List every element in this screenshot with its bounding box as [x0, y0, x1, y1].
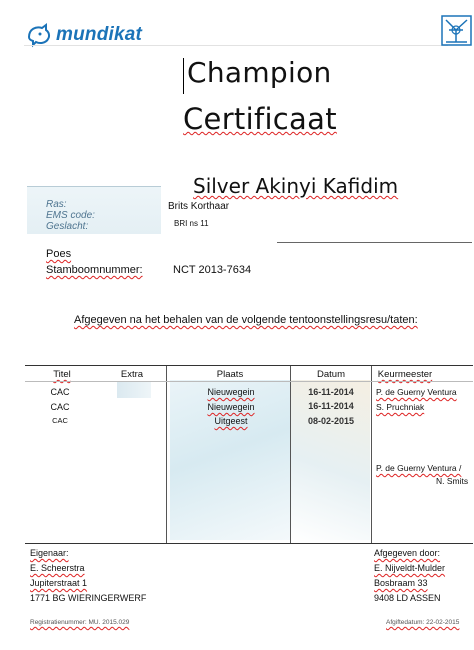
registration-number: Registratienummer: MU. 2015.029: [30, 619, 130, 626]
ras-label: Ras:: [46, 199, 67, 210]
row2-keurmeester: S. Pruchniak: [376, 402, 425, 412]
header-extra: Extra: [120, 369, 144, 380]
fife-logo-icon: [441, 15, 472, 46]
header-divider: [24, 45, 448, 46]
title-line-1: Champion: [187, 56, 332, 89]
title-line-2: Certificaat: [183, 102, 337, 136]
row3-datum: 08-02-2015: [307, 416, 355, 426]
header-datum: Datum: [317, 369, 345, 380]
judge-extra-line2: N. Smits: [436, 476, 469, 486]
breed-value: [168, 201, 229, 212]
stamboom-value: NCT 2013-7634: [173, 264, 252, 276]
stamboom-label: Stamboomnummer:: [46, 264, 143, 276]
column-divider: [166, 366, 167, 543]
owner-name: [30, 563, 85, 573]
row1-datum: 16-11-2014: [308, 387, 354, 397]
judge-extra-line1: P. de Guerny Ventura /: [376, 463, 462, 473]
ems-code-value: BRI ns 11: [174, 219, 209, 228]
text-cursor: [183, 58, 184, 94]
row2-titel: CAC: [50, 402, 70, 412]
row1-plaats: Nieuwegein: [207, 387, 255, 397]
owner-label: Eigenaar:: [30, 548, 69, 558]
cat-name: Silver Akinyi Kafidim: [193, 174, 399, 198]
row2-datum: 16-11-2014: [308, 401, 354, 411]
issuer-city: 9408 LD ASSEN: [374, 593, 441, 603]
header-plaats: Plaats: [216, 369, 244, 380]
breed-box-border: [27, 186, 161, 187]
issuer-name: E. Nijveldt-Mulder: [374, 563, 446, 573]
row1-keurmeester: P. de Guerny Ventura: [376, 387, 457, 397]
header-keurmeester: Keurmeester: [377, 369, 433, 380]
row1-titel: CAC: [50, 387, 70, 397]
row3-plaats: Uitgeest: [214, 416, 248, 426]
header-underline: [25, 381, 473, 382]
owner-city: 1771 BG WIERINGERWERF: [30, 593, 147, 603]
issue-date: Afgiftedatum: 22-02-2015: [386, 619, 460, 626]
owner-street: Jupiterstraat 1: [30, 578, 88, 588]
header-titel: Titel: [53, 369, 71, 380]
signature-line: [277, 242, 472, 243]
sex-value: Poes: [46, 248, 72, 260]
row2-plaats: Nieuwegein: [207, 402, 255, 412]
column-divider: [290, 366, 291, 543]
issuer-street: Bosbraam 33: [374, 578, 428, 588]
issued-statement: Afgegeven na het behalen van de volgende tentoonstellingsresu/taten:: [74, 314, 418, 326]
issuer-label: Afgegeven door:: [374, 548, 441, 558]
column-divider: [371, 366, 372, 543]
row3-titel: CAC: [52, 416, 68, 425]
geslacht-label: Geslacht:: [46, 221, 89, 232]
breed-text: Brits Korthaar: [168, 201, 230, 212]
ems-label: EMS code:: [46, 210, 95, 221]
logo-text: mundikat: [56, 24, 143, 45]
owner-name-text: E. Scheerstra: [30, 563, 85, 573]
